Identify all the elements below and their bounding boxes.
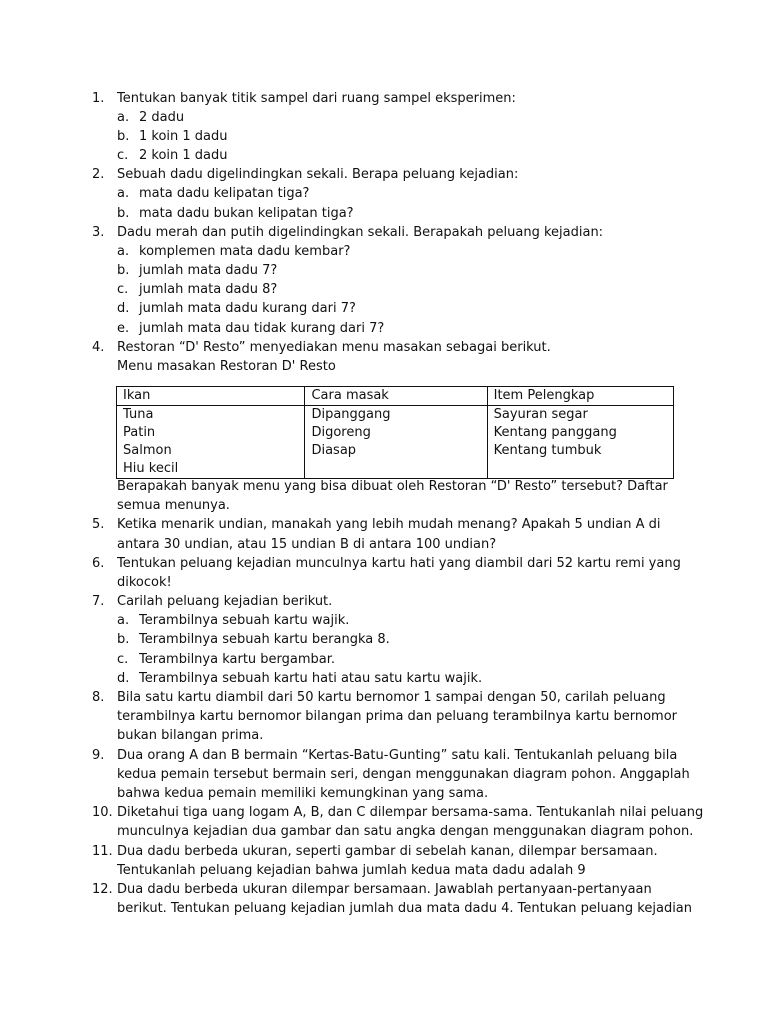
question-text: bukan bilangan prima. bbox=[117, 728, 264, 743]
question-text: Ketika menarik undian, manakah yang lebih mudah menang? Apakah 5 undian A di bbox=[117, 517, 661, 532]
sub-item-label: b. bbox=[117, 206, 130, 221]
question-text: Restoran “D' Resto” menyediakan menu masakan sebagai berikut. bbox=[117, 340, 551, 355]
question-number: 9. bbox=[92, 748, 105, 763]
table-caption: Menu masakan Restoran D' Resto bbox=[117, 359, 336, 374]
question-text: dikocok! bbox=[117, 575, 172, 590]
sub-item-text: 2 koin 1 dadu bbox=[139, 148, 228, 163]
table-cell bbox=[305, 460, 487, 479]
table-cell: Diasap bbox=[305, 442, 487, 460]
sub-item-label: c. bbox=[117, 282, 129, 297]
question-text: berikut. Tentukan peluang kejadian jumlah dua mata dadu 4. Tentukan peluang kejadian bbox=[117, 901, 693, 916]
question-text: antara 30 undian, atau 15 undian B di antara 100 undian? bbox=[117, 537, 497, 552]
question-text: bahwa kedua pemain memiliki kemungkinan yang sama. bbox=[117, 786, 489, 801]
question-text: Dua dadu berbeda ukuran, seperti gambar di sebelah kanan, dilempar bersamaan. bbox=[117, 844, 658, 859]
question-text: Carilah peluang kejadian berikut. bbox=[117, 594, 333, 609]
table-header-cell: Cara masak bbox=[305, 387, 487, 406]
question-number: 6. bbox=[92, 556, 105, 571]
sub-item-text: jumlah mata dadu kurang dari 7? bbox=[139, 301, 356, 316]
table-row bbox=[117, 406, 674, 425]
sub-item-text: 1 koin 1 dadu bbox=[139, 129, 228, 144]
question-text: semua menunya. bbox=[117, 498, 230, 513]
question-text: Diketahui tiga uang logam A, B, dan C dilempar bersama-sama. Tentukanlah nilai peluang bbox=[117, 805, 704, 820]
question-number: 4. bbox=[92, 340, 105, 355]
question-text: Tentukan banyak titik sampel dari ruang sampel eksperimen: bbox=[117, 91, 516, 106]
sub-item-label: a. bbox=[117, 244, 130, 259]
question-text: munculnya kejadian dua gambar dan satu angka dengan menggunakan diagram pohon. bbox=[117, 824, 694, 839]
question-text: terambilnya kartu bernomor bilangan prima dan peluang terambilnya kartu bernomor bbox=[117, 709, 678, 724]
table-row bbox=[117, 460, 674, 479]
sub-item-text: mata dadu bukan kelipatan tiga? bbox=[139, 206, 354, 221]
table-cell: Kentang panggang bbox=[487, 424, 673, 442]
question-text: kedua pemain tersebut bermain seri, dengan menggunakan diagram pohon. Anggaplah bbox=[117, 767, 690, 782]
table-cell: Dipanggang bbox=[305, 406, 487, 425]
sub-item-text: Terambilnya sebuah kartu hati atau satu kartu wajik. bbox=[139, 671, 483, 686]
table-header-cell: Ikan bbox=[117, 387, 305, 406]
question-text: Dua orang A dan B bermain “Kertas-Batu-Gunting” satu kali. Tentukanlah peluang bila bbox=[117, 748, 678, 763]
question-text: Bila satu kartu diambil dari 50 kartu bernomor 1 sampai dengan 50, carilah peluang bbox=[117, 690, 666, 705]
question-number: 12. bbox=[92, 882, 113, 897]
table-cell: Patin bbox=[117, 424, 305, 442]
question-text: Tentukanlah peluang kejadian bahwa jumlah kedua mata dadu adalah 9 bbox=[117, 863, 586, 878]
question-text: Dadu merah dan putih digelindingkan sekali. Berapakah peluang kejadian: bbox=[117, 225, 604, 240]
table-cell bbox=[487, 460, 673, 479]
sub-item-text: Terambilnya sebuah kartu wajik. bbox=[139, 613, 350, 628]
question-text: Dua dadu berbeda ukuran dilempar bersamaan. Jawablah pertanyaan-pertanyaan bbox=[117, 882, 652, 897]
sub-item-text: jumlah mata dau tidak kurang dari 7? bbox=[139, 321, 385, 336]
menu-table bbox=[116, 386, 674, 479]
table-cell: Salmon bbox=[117, 442, 305, 460]
question-number: 7. bbox=[92, 594, 105, 609]
question-number: 10. bbox=[92, 805, 113, 820]
sub-item-text: jumlah mata dadu 7? bbox=[139, 263, 278, 278]
sub-item-label: c. bbox=[117, 148, 129, 163]
table-cell: Tuna bbox=[117, 406, 305, 425]
sub-item-text: mata dadu kelipatan tiga? bbox=[139, 186, 310, 201]
table-cell: Kentang tumbuk bbox=[487, 442, 673, 460]
question-text: Sebuah dadu digelindingkan sekali. Berapa peluang kejadian: bbox=[117, 167, 519, 182]
sub-item-text: komplemen mata dadu kembar? bbox=[139, 244, 351, 259]
question-number: 1. bbox=[92, 91, 105, 106]
sub-item-label: c. bbox=[117, 652, 129, 667]
table-header-cell: Item Pelengkap bbox=[487, 387, 673, 406]
sub-item-text: 2 dadu bbox=[139, 110, 185, 125]
sub-item-label: a. bbox=[117, 613, 130, 628]
question-number: 5. bbox=[92, 517, 105, 532]
question-text: Berapakah banyak menu yang bisa dibuat oleh Restoran “D' Resto” tersebut? Daftar bbox=[117, 479, 668, 494]
table-row bbox=[117, 424, 674, 442]
sub-item-label: d. bbox=[117, 671, 130, 686]
question-number: 2. bbox=[92, 167, 105, 182]
sub-item-text: Terambilnya sebuah kartu berangka 8. bbox=[139, 632, 390, 647]
table-row bbox=[117, 442, 674, 460]
sub-item-label: b. bbox=[117, 263, 130, 278]
question-text: Tentukan peluang kejadian munculnya kartu hati yang diambil dari 52 kartu remi yang bbox=[117, 556, 681, 571]
sub-item-label: d. bbox=[117, 301, 130, 316]
sub-item-label: a. bbox=[117, 110, 130, 125]
sub-item-text: jumlah mata dadu 8? bbox=[139, 282, 278, 297]
sub-item-text: Terambilnya kartu bergambar. bbox=[139, 652, 336, 667]
table-cell: Hiu kecil bbox=[117, 460, 305, 479]
table-cell: Digoreng bbox=[305, 424, 487, 442]
sub-item-label: b. bbox=[117, 129, 130, 144]
table-cell: Sayuran segar bbox=[487, 406, 673, 425]
table-header-row bbox=[117, 387, 674, 406]
sub-item-label: e. bbox=[117, 321, 130, 336]
question-number: 8. bbox=[92, 690, 105, 705]
sub-item-label: a. bbox=[117, 186, 130, 201]
question-number: 3. bbox=[92, 225, 105, 240]
sub-item-label: b. bbox=[117, 632, 130, 647]
question-number: 11. bbox=[92, 844, 113, 859]
